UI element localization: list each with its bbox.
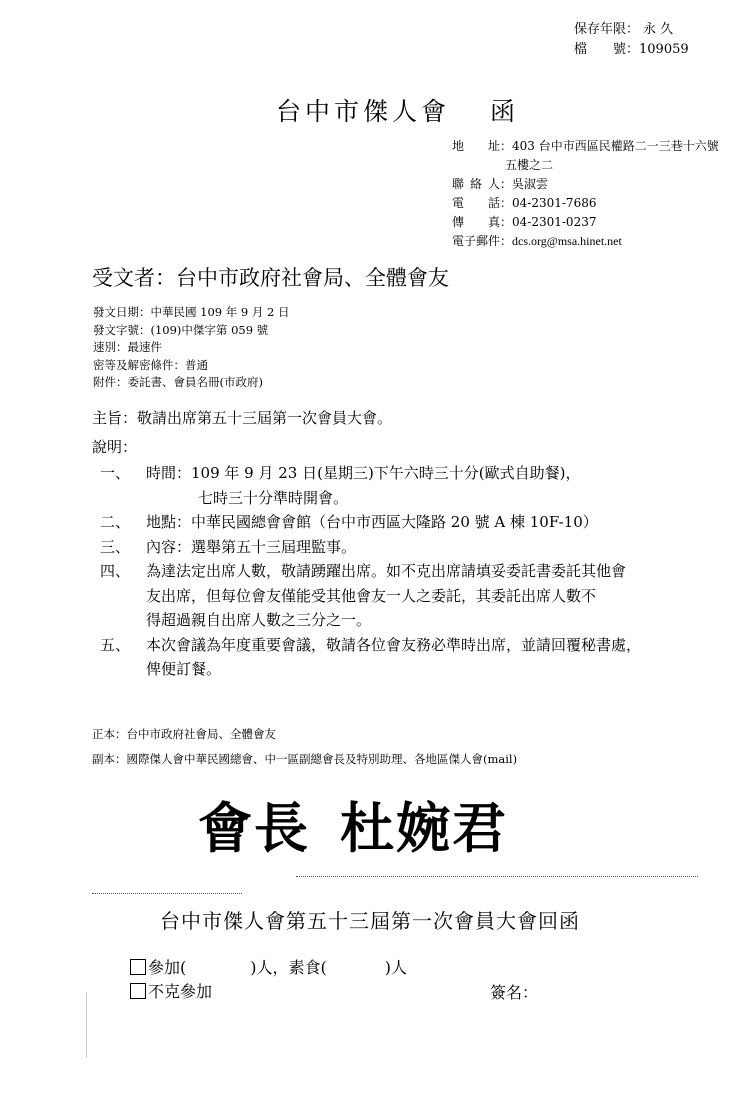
retention-period-value: 永 久 — [643, 22, 674, 37]
margin-rule — [86, 992, 87, 1058]
phone-label: 電 話 — [452, 196, 500, 210]
recipient — [92, 262, 449, 292]
contact-value: 吳淑雲 — [512, 177, 549, 191]
issue-number: 發文字號：(109)中傑字第 059 號 — [93, 322, 269, 337]
document-meta — [93, 304, 290, 392]
file-number-value: 109059 — [639, 42, 689, 57]
list-item: 一、 時間：109 年 9 月 23 日(星期三)下午六時三十分(歐式自助餐)， 七時三十分準時開會。 — [100, 464, 581, 507]
copies — [92, 722, 517, 772]
sign-label: 簽名： — [490, 983, 539, 1002]
signature-title: 會長 — [198, 796, 310, 860]
address-line2: 五樓之二 — [505, 158, 554, 172]
recipient-label: 受文者： — [92, 266, 176, 290]
retention-period-label: 保存年限： — [574, 22, 640, 37]
email-value: dcs.org@msa.hinet.net — [512, 234, 622, 248]
list-item: 二、 地點：中華民國總會會館（台中市西區大隆路 20 號 A 棟 10F-10） — [100, 513, 598, 531]
address-label: 地 址 — [452, 139, 500, 153]
speed: 速別：最速件 — [93, 340, 162, 354]
secrecy: 密等及解密條件：普通 — [93, 357, 208, 372]
reply-title: 台中市傑人會第五十三屆第一次會員大會回函 — [160, 909, 580, 933]
org-name: 台中市傑人會 — [276, 97, 451, 126]
attend-label: 參加( — [148, 958, 187, 977]
veg-unit: )人 — [384, 958, 407, 977]
list-item: 四、 為達法定出席人數，敬請踴躍出席。如不克出席請填妥委託書委託其他會 友出席，但每位會友僅能受其他會友一人之委託，其委託出席人數不 得超過親自出席人數之三分之一。 — [100, 562, 627, 629]
contact-label: 聯絡人 — [452, 177, 500, 191]
signature — [198, 786, 508, 863]
attend-checkbox[interactable] — [130, 959, 146, 975]
attend-row — [130, 956, 407, 980]
main-copy: 正本：台中市政府社會局、全體會友 — [92, 727, 276, 741]
signature-name: 杜婉君 — [340, 796, 508, 860]
issue-date: 發文日期：中華民國 109 年 9 月 2 日 — [93, 305, 290, 319]
address-line1: 403 台中市西區民權路二一三巷十六號 — [512, 139, 719, 153]
email-label: 電子郵件 — [452, 234, 501, 248]
cut-line — [296, 876, 698, 877]
absent-checkbox[interactable] — [130, 983, 146, 999]
doc-type: 函 — [490, 97, 520, 126]
absent-row — [130, 980, 407, 1004]
cut-line — [92, 893, 242, 894]
file-number-label: 檔 號： — [574, 42, 640, 57]
phone-value: 04-2301-7686 — [512, 196, 597, 210]
list-item: 五、 本次會議為年度重要會議，敬請各位會友務必準時出席，並請回覆秘書處， 俾便訂餐。 — [100, 635, 642, 678]
retention-info — [574, 20, 689, 60]
people-unit: )人，素食( — [250, 958, 327, 977]
fax-value: 04-2301-0237 — [512, 215, 597, 229]
absent-label: 不克參加 — [148, 982, 213, 1001]
cc-copy: 副本：國際傑人會中華民國總會、中一區副總會長及特別助理、各地區傑人會(mail) — [92, 752, 518, 766]
reply-form — [130, 956, 407, 1004]
sender-block: 地 址 ： 403 台中市西區民權路二一三巷十六號 五樓之二 聯絡人 ： 吳淑雲 電 話 ： 04-2301-7686 傳 真 ： 04-2301-0237 電子郵件 ： dcs.org@msa.hinet.net — [452, 137, 719, 251]
attachment: 附件：委託書、會員名冊(市政府) — [93, 375, 263, 389]
fax-label: 傳 真 — [452, 215, 500, 229]
explain-items — [100, 461, 641, 682]
list-item: 三、 內容：選舉第五十三屆理監事。 — [100, 537, 357, 556]
subject: 主旨：敬請出席第五十三屆第一次會員大會。 — [92, 409, 393, 427]
explain-label: 說明： — [92, 438, 138, 456]
document-title — [276, 92, 519, 128]
recipient-value: 台中市政府社會局、全體會友 — [176, 266, 449, 290]
